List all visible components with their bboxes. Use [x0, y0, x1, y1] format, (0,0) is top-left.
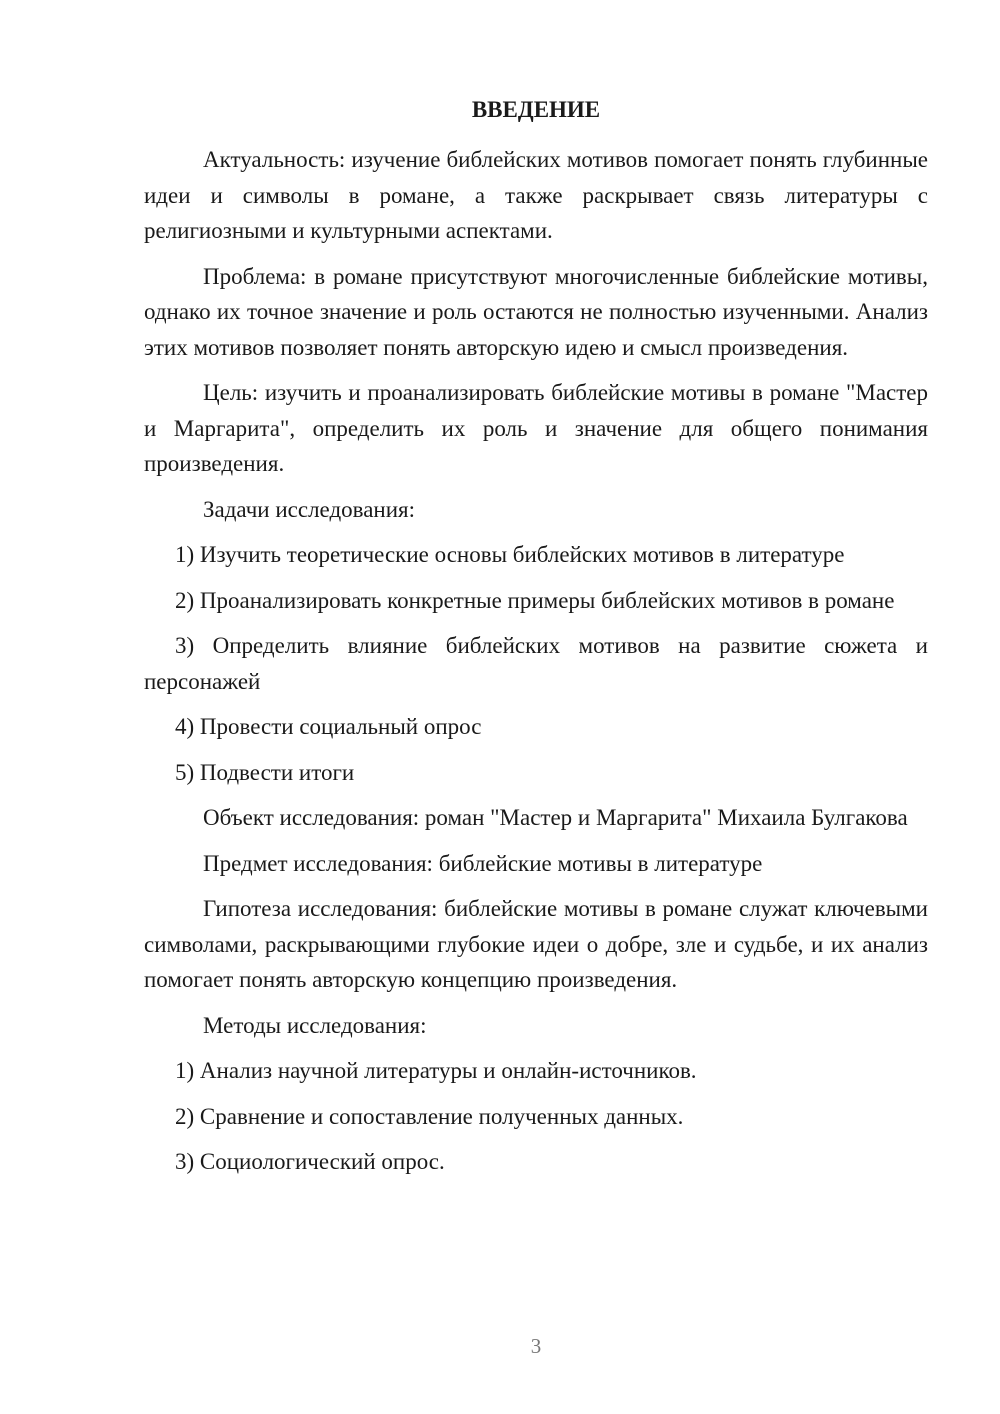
paragraph-hypothesis: Гипотеза исследования: библейские мотивы в романе служат ключевыми символами, раскрывающими глубокие идеи о добре, зле и судьбе, и их анализ помогает понять авторскую концепцию произведения.	[144, 896, 928, 992]
paragraph-object: Объект исследования: роман "Мастер и Маргарита" Михаила Булгакова	[203, 805, 908, 830]
paragraph-problem: Проблема: в романе присутствуют многочисленные библейские мотивы, однако их точное значение и роль остаются не полностью изученными. Анализ этих мотивов позволяет понять авторскую идею и смысл произведения.	[144, 263, 928, 360]
page-title: ВВЕДЕНИЕ	[471, 97, 601, 122]
list-item-task-1: 1) Изучить теоретические основы библейских мотивов в литературе	[175, 542, 845, 567]
list-item-task-4: 4) Провести социальный опрос	[175, 714, 482, 739]
page-number: 3	[530, 1334, 542, 1358]
paragraph-goal: Цель: изучить и проанализировать библейские мотивы в романе "Мастер и Маргарита", определить их роль и значение для общего понимания произведения.	[144, 380, 928, 476]
paragraph-tasks-heading: Задачи исследования:	[203, 496, 416, 522]
paragraph-methods-heading: Методы исследования:	[203, 1012, 427, 1038]
paragraph-relevance: Актуальность: изучение библейских мотивов помогает понять глубинные идеи и символы в романе, а также раскрывает связь литературы с религиозными и культурными аспектами.	[144, 147, 928, 243]
paragraph-subject: Предмет исследования: библейские мотивы в литературе	[203, 850, 763, 876]
list-item-task-5: 5) Подвести итоги	[175, 759, 355, 785]
list-item-method-3: 3) Социологический опрос.	[175, 1149, 445, 1174]
list-item-method-1: 1) Анализ научной литературы и онлайн-источников.	[175, 1058, 697, 1083]
body-text	[144, 142, 928, 1190]
list-item-method-2: 2) Сравнение и сопоставление полученных данных.	[175, 1103, 684, 1129]
list-item-task-2: 2) Проанализировать конкретные примеры библейских мотивов в романе	[175, 587, 895, 613]
list-item-task-3: 3) Определить влияние библейских мотивов на развитие сюжета и персонажей	[144, 633, 928, 694]
